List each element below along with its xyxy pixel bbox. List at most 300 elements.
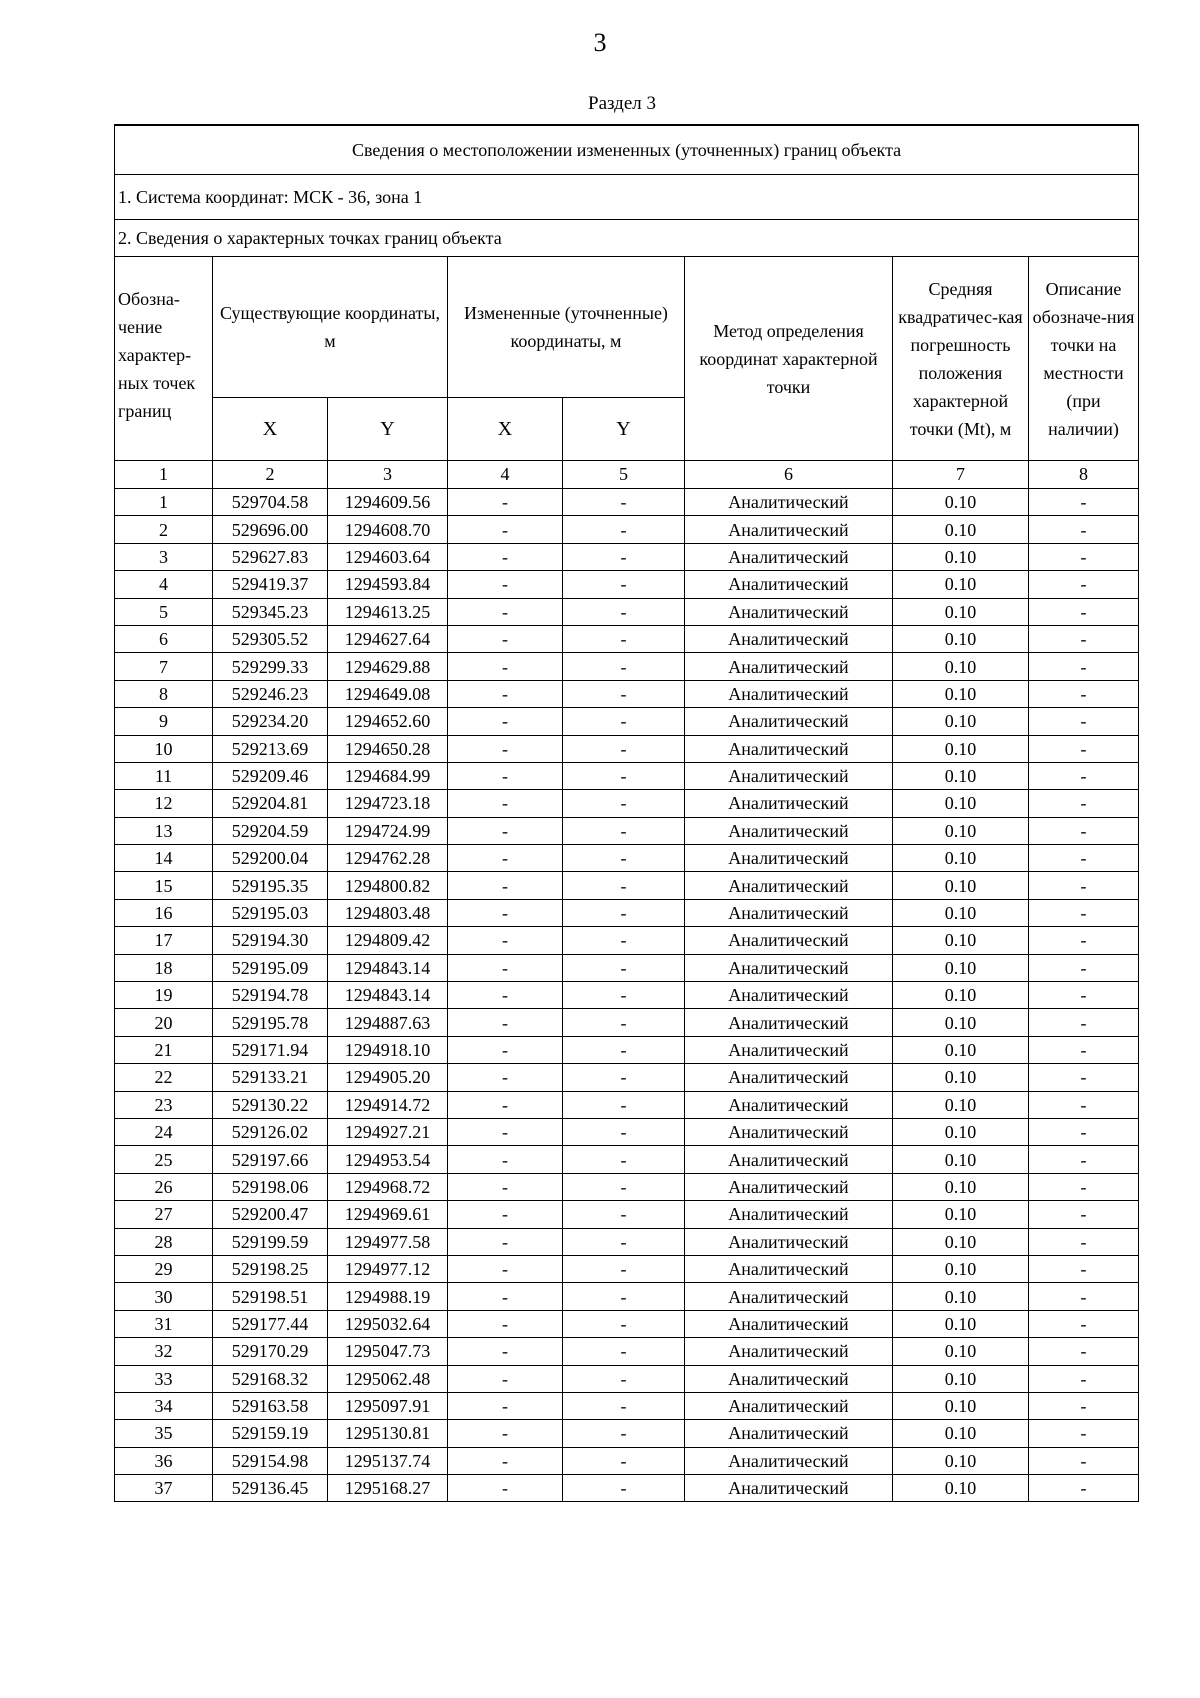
cell-changed-x: - <box>448 1447 563 1474</box>
cell-existing-y: 1294603.64 <box>328 543 448 570</box>
column-number: 2 <box>213 461 328 489</box>
cell-changed-y: - <box>563 1420 685 1447</box>
cell-description: - <box>1029 1118 1139 1145</box>
cell-existing-y: 1294608.70 <box>328 516 448 543</box>
table-row <box>115 543 1139 570</box>
cell-point-number: 5 <box>115 598 213 625</box>
cell-point-number: 28 <box>115 1228 213 1255</box>
cell-method: Аналитический <box>685 954 893 981</box>
cell-changed-x: - <box>448 680 563 707</box>
cell-point-number: 30 <box>115 1283 213 1310</box>
table-row <box>115 489 1139 516</box>
cell-changed-x: - <box>448 899 563 926</box>
cell-existing-y: 1294593.84 <box>328 571 448 598</box>
cell-mean-error: 0.10 <box>893 489 1029 516</box>
cell-existing-y: 1294762.28 <box>328 845 448 872</box>
cell-point-number: 12 <box>115 790 213 817</box>
cell-point-number: 9 <box>115 708 213 735</box>
cell-existing-x: 529195.03 <box>213 899 328 926</box>
cell-point-number: 36 <box>115 1447 213 1474</box>
cell-mean-error: 0.10 <box>893 1173 1029 1200</box>
cell-existing-x: 529198.25 <box>213 1255 328 1282</box>
cell-method: Аналитический <box>685 516 893 543</box>
cell-mean-error: 0.10 <box>893 1475 1029 1502</box>
cell-existing-y: 1294723.18 <box>328 790 448 817</box>
table-row <box>115 872 1139 899</box>
cell-description: - <box>1029 1255 1139 1282</box>
cell-existing-x: 529195.78 <box>213 1009 328 1036</box>
cell-existing-y: 1294887.63 <box>328 1009 448 1036</box>
cell-changed-y: - <box>563 899 685 926</box>
cell-changed-x: - <box>448 1201 563 1228</box>
cell-mean-error: 0.10 <box>893 817 1029 844</box>
cell-method: Аналитический <box>685 1009 893 1036</box>
cell-description: - <box>1029 1365 1139 1392</box>
cell-mean-error: 0.10 <box>893 653 1029 680</box>
table-row <box>115 1475 1139 1502</box>
cell-description: - <box>1029 1201 1139 1228</box>
cell-method: Аналитический <box>685 762 893 789</box>
cell-existing-y: 1294969.61 <box>328 1201 448 1228</box>
cell-changed-x: - <box>448 817 563 844</box>
cell-changed-y: - <box>563 872 685 899</box>
cell-existing-x: 529200.47 <box>213 1201 328 1228</box>
table-row <box>115 1420 1139 1447</box>
points-heading: 2. Сведения о характерных точках границ объекта <box>115 220 1139 257</box>
table-row <box>115 1392 1139 1419</box>
cell-point-number: 23 <box>115 1091 213 1118</box>
cell-existing-y: 1294650.28 <box>328 735 448 762</box>
table-row <box>115 1036 1139 1063</box>
cell-existing-y: 1294627.64 <box>328 625 448 652</box>
cell-method: Аналитический <box>685 708 893 735</box>
cell-existing-x: 529177.44 <box>213 1310 328 1337</box>
cell-changed-y: - <box>563 543 685 570</box>
table-row <box>115 598 1139 625</box>
cell-point-number: 31 <box>115 1310 213 1337</box>
cell-point-number: 24 <box>115 1118 213 1145</box>
cell-changed-x: - <box>448 1475 563 1502</box>
cell-mean-error: 0.10 <box>893 708 1029 735</box>
table-row <box>115 790 1139 817</box>
cell-method: Аналитический <box>685 1146 893 1173</box>
cell-existing-y: 1294905.20 <box>328 1064 448 1091</box>
cell-mean-error: 0.10 <box>893 516 1029 543</box>
table-row <box>115 1228 1139 1255</box>
cell-existing-y: 1294953.54 <box>328 1146 448 1173</box>
cell-changed-y: - <box>563 516 685 543</box>
cell-changed-y: - <box>563 598 685 625</box>
cell-existing-y: 1294843.14 <box>328 954 448 981</box>
column-number-row <box>115 461 1139 489</box>
cell-existing-x: 529345.23 <box>213 598 328 625</box>
cell-description: - <box>1029 1475 1139 1502</box>
cell-changed-x: - <box>448 598 563 625</box>
cell-description: - <box>1029 762 1139 789</box>
table-row <box>115 817 1139 844</box>
column-number: 8 <box>1029 461 1139 489</box>
header-mean-error: Средняя квадратичес-кая погрешность положения характерной точки (Mt), м <box>893 257 1029 461</box>
cell-mean-error: 0.10 <box>893 1338 1029 1365</box>
table-row <box>115 1201 1139 1228</box>
cell-mean-error: 0.10 <box>893 680 1029 707</box>
header-method: Метод определения координат характерной точки <box>685 257 893 461</box>
cell-changed-y: - <box>563 1338 685 1365</box>
cell-changed-x: - <box>448 1146 563 1173</box>
table-row <box>115 571 1139 598</box>
cell-existing-x: 529200.04 <box>213 845 328 872</box>
cell-existing-x: 529159.19 <box>213 1420 328 1447</box>
cell-point-number: 4 <box>115 571 213 598</box>
cell-mean-error: 0.10 <box>893 735 1029 762</box>
cell-method: Аналитический <box>685 1228 893 1255</box>
cell-existing-y: 1294914.72 <box>328 1091 448 1118</box>
cell-point-number: 37 <box>115 1475 213 1502</box>
cell-point-number: 1 <box>115 489 213 516</box>
cell-method: Аналитический <box>685 1064 893 1091</box>
table-row <box>115 680 1139 707</box>
cell-changed-y: - <box>563 1392 685 1419</box>
cell-description: - <box>1029 1173 1139 1200</box>
cell-method: Аналитический <box>685 680 893 707</box>
cell-changed-x: - <box>448 1173 563 1200</box>
cell-existing-x: 529198.51 <box>213 1283 328 1310</box>
cell-changed-y: - <box>563 1118 685 1145</box>
cell-mean-error: 0.10 <box>893 982 1029 1009</box>
table-row <box>115 899 1139 926</box>
cell-existing-x: 529305.52 <box>213 625 328 652</box>
column-number: 7 <box>893 461 1029 489</box>
cell-description: - <box>1029 1283 1139 1310</box>
cell-existing-y: 1295062.48 <box>328 1365 448 1392</box>
cell-method: Аналитический <box>685 1201 893 1228</box>
cell-changed-x: - <box>448 1392 563 1419</box>
cell-existing-x: 529419.37 <box>213 571 328 598</box>
cell-point-number: 19 <box>115 982 213 1009</box>
table-row <box>115 1064 1139 1091</box>
cell-mean-error: 0.10 <box>893 872 1029 899</box>
cell-mean-error: 0.10 <box>893 845 1029 872</box>
cell-mean-error: 0.10 <box>893 1091 1029 1118</box>
header-description: Описание обозначе-ния точки на местности (при наличии) <box>1029 257 1139 461</box>
cell-changed-y: - <box>563 708 685 735</box>
cell-description: - <box>1029 516 1139 543</box>
header-changed-y: Y <box>563 398 685 461</box>
cell-method: Аналитический <box>685 899 893 926</box>
cell-method: Аналитический <box>685 1118 893 1145</box>
table-row <box>115 954 1139 981</box>
cell-point-number: 32 <box>115 1338 213 1365</box>
cell-method: Аналитический <box>685 489 893 516</box>
cell-existing-y: 1294800.82 <box>328 872 448 899</box>
cell-method: Аналитический <box>685 1338 893 1365</box>
cell-changed-x: - <box>448 1091 563 1118</box>
cell-changed-x: - <box>448 762 563 789</box>
column-number: 4 <box>448 461 563 489</box>
cell-point-number: 7 <box>115 653 213 680</box>
cell-changed-x: - <box>448 872 563 899</box>
cell-existing-x: 529627.83 <box>213 543 328 570</box>
cell-description: - <box>1029 1338 1139 1365</box>
cell-point-number: 17 <box>115 927 213 954</box>
cell-changed-x: - <box>448 1283 563 1310</box>
header-existing-y: Y <box>328 398 448 461</box>
cell-point-number: 34 <box>115 1392 213 1419</box>
table-row <box>115 1283 1139 1310</box>
cell-existing-x: 529171.94 <box>213 1036 328 1063</box>
cell-changed-x: - <box>448 1420 563 1447</box>
column-number: 5 <box>563 461 685 489</box>
cell-changed-x: - <box>448 845 563 872</box>
cell-method: Аналитический <box>685 845 893 872</box>
cell-mean-error: 0.10 <box>893 762 1029 789</box>
cell-changed-x: - <box>448 1338 563 1365</box>
cell-changed-y: - <box>563 762 685 789</box>
cell-point-number: 15 <box>115 872 213 899</box>
cell-changed-x: - <box>448 1009 563 1036</box>
cell-method: Аналитический <box>685 1447 893 1474</box>
cell-changed-y: - <box>563 1255 685 1282</box>
cell-method: Аналитический <box>685 1420 893 1447</box>
cell-changed-y: - <box>563 653 685 680</box>
cell-existing-x: 529204.59 <box>213 817 328 844</box>
cell-description: - <box>1029 1228 1139 1255</box>
cell-existing-y: 1295047.73 <box>328 1338 448 1365</box>
header-existing-coordinates: Существующие координаты, м <box>213 257 448 398</box>
cell-mean-error: 0.10 <box>893 598 1029 625</box>
cell-method: Аналитический <box>685 817 893 844</box>
cell-existing-x: 529130.22 <box>213 1091 328 1118</box>
cell-method: Аналитический <box>685 1173 893 1200</box>
cell-description: - <box>1029 1091 1139 1118</box>
table-row <box>115 708 1139 735</box>
cell-point-number: 21 <box>115 1036 213 1063</box>
cell-point-number: 6 <box>115 625 213 652</box>
cell-existing-x: 529299.33 <box>213 653 328 680</box>
table-row <box>115 625 1139 652</box>
cell-description: - <box>1029 1146 1139 1173</box>
table-row <box>115 1146 1139 1173</box>
cell-existing-y: 1294977.12 <box>328 1255 448 1282</box>
cell-mean-error: 0.10 <box>893 1146 1029 1173</box>
cell-existing-y: 1294724.99 <box>328 817 448 844</box>
cell-changed-y: - <box>563 1201 685 1228</box>
cell-point-number: 10 <box>115 735 213 762</box>
cell-changed-x: - <box>448 1365 563 1392</box>
cell-changed-x: - <box>448 982 563 1009</box>
cell-mean-error: 0.10 <box>893 1118 1029 1145</box>
table-row <box>115 762 1139 789</box>
cell-mean-error: 0.10 <box>893 1255 1029 1282</box>
cell-method: Аналитический <box>685 1475 893 1502</box>
cell-existing-y: 1294918.10 <box>328 1036 448 1063</box>
cell-point-number: 18 <box>115 954 213 981</box>
cell-point-number: 2 <box>115 516 213 543</box>
cell-existing-y: 1295130.81 <box>328 1420 448 1447</box>
cell-changed-x: - <box>448 653 563 680</box>
cell-description: - <box>1029 982 1139 1009</box>
column-number: 3 <box>328 461 448 489</box>
cell-changed-x: - <box>448 1228 563 1255</box>
cell-method: Аналитический <box>685 1036 893 1063</box>
cell-changed-x: - <box>448 1255 563 1282</box>
cell-existing-y: 1294977.58 <box>328 1228 448 1255</box>
cell-changed-x: - <box>448 790 563 817</box>
cell-mean-error: 0.10 <box>893 1009 1029 1036</box>
cell-mean-error: 0.10 <box>893 1392 1029 1419</box>
cell-existing-x: 529209.46 <box>213 762 328 789</box>
cell-existing-x: 529195.09 <box>213 954 328 981</box>
cell-changed-y: - <box>563 1447 685 1474</box>
cell-changed-y: - <box>563 1036 685 1063</box>
cell-changed-y: - <box>563 1228 685 1255</box>
cell-existing-y: 1294843.14 <box>328 982 448 1009</box>
cell-existing-y: 1294684.99 <box>328 762 448 789</box>
cell-mean-error: 0.10 <box>893 790 1029 817</box>
cell-existing-y: 1295168.27 <box>328 1475 448 1502</box>
cell-method: Аналитический <box>685 872 893 899</box>
cell-changed-y: - <box>563 1365 685 1392</box>
cell-changed-y: - <box>563 817 685 844</box>
cell-point-number: 8 <box>115 680 213 707</box>
table-body <box>115 489 1139 1502</box>
cell-changed-x: - <box>448 954 563 981</box>
cell-existing-x: 529234.20 <box>213 708 328 735</box>
cell-method: Аналитический <box>685 598 893 625</box>
cell-existing-y: 1294649.08 <box>328 680 448 707</box>
cell-point-number: 25 <box>115 1146 213 1173</box>
cell-description: - <box>1029 845 1139 872</box>
cell-existing-x: 529194.78 <box>213 982 328 1009</box>
cell-changed-y: - <box>563 625 685 652</box>
cell-description: - <box>1029 954 1139 981</box>
cell-method: Аналитический <box>685 1365 893 1392</box>
cell-point-number: 11 <box>115 762 213 789</box>
table-row <box>115 1310 1139 1337</box>
cell-changed-y: - <box>563 571 685 598</box>
table-row <box>115 653 1139 680</box>
cell-method: Аналитический <box>685 653 893 680</box>
header-existing-x: X <box>213 398 328 461</box>
cell-existing-y: 1294809.42 <box>328 927 448 954</box>
cell-changed-x: - <box>448 1036 563 1063</box>
cell-existing-y: 1294968.72 <box>328 1173 448 1200</box>
cell-mean-error: 0.10 <box>893 1365 1029 1392</box>
cell-existing-x: 529204.81 <box>213 790 328 817</box>
cell-existing-x: 529213.69 <box>213 735 328 762</box>
table-row <box>115 1365 1139 1392</box>
table-row <box>115 845 1139 872</box>
cell-changed-x: - <box>448 708 563 735</box>
table-row <box>115 1173 1139 1200</box>
cell-existing-x: 529168.32 <box>213 1365 328 1392</box>
cell-point-number: 14 <box>115 845 213 872</box>
cell-point-number: 16 <box>115 899 213 926</box>
cell-mean-error: 0.10 <box>893 543 1029 570</box>
cell-mean-error: 0.10 <box>893 1201 1029 1228</box>
cell-changed-y: - <box>563 489 685 516</box>
cell-mean-error: 0.10 <box>893 1064 1029 1091</box>
cell-point-number: 35 <box>115 1420 213 1447</box>
cell-method: Аналитический <box>685 927 893 954</box>
cell-existing-x: 529136.45 <box>213 1475 328 1502</box>
table-row <box>115 1255 1139 1282</box>
cell-description: - <box>1029 625 1139 652</box>
cell-changed-y: - <box>563 1146 685 1173</box>
cell-method: Аналитический <box>685 982 893 1009</box>
cell-changed-y: - <box>563 927 685 954</box>
cell-changed-x: - <box>448 489 563 516</box>
cell-mean-error: 0.10 <box>893 954 1029 981</box>
cell-changed-y: - <box>563 1283 685 1310</box>
cell-changed-y: - <box>563 680 685 707</box>
cell-changed-x: - <box>448 1064 563 1091</box>
cell-existing-y: 1294803.48 <box>328 899 448 926</box>
column-number: 1 <box>115 461 213 489</box>
cell-method: Аналитический <box>685 790 893 817</box>
cell-description: - <box>1029 1009 1139 1036</box>
cell-method: Аналитический <box>685 735 893 762</box>
cell-description: - <box>1029 708 1139 735</box>
cell-description: - <box>1029 872 1139 899</box>
cell-description: - <box>1029 1420 1139 1447</box>
cell-changed-y: - <box>563 1091 685 1118</box>
cell-mean-error: 0.10 <box>893 899 1029 926</box>
cell-description: - <box>1029 680 1139 707</box>
cell-point-number: 27 <box>115 1201 213 1228</box>
table-row <box>115 735 1139 762</box>
cell-changed-y: - <box>563 1475 685 1502</box>
table-row <box>115 1447 1139 1474</box>
cell-changed-y: - <box>563 954 685 981</box>
cell-mean-error: 0.10 <box>893 571 1029 598</box>
cell-changed-x: - <box>448 1118 563 1145</box>
cell-changed-x: - <box>448 927 563 954</box>
section-title: Раздел 3 <box>588 93 656 114</box>
cell-mean-error: 0.10 <box>893 1310 1029 1337</box>
header-changed-coordinates: Измененные (уточненные) координаты, м <box>448 257 685 398</box>
table-row <box>115 1009 1139 1036</box>
cell-description: - <box>1029 543 1139 570</box>
cell-description: - <box>1029 927 1139 954</box>
cell-existing-x: 529154.98 <box>213 1447 328 1474</box>
cell-description: - <box>1029 489 1139 516</box>
boundary-points-table <box>114 124 1139 1502</box>
table-row <box>115 516 1139 543</box>
cell-description: - <box>1029 571 1139 598</box>
cell-method: Аналитический <box>685 1310 893 1337</box>
cell-existing-x: 529704.58 <box>213 489 328 516</box>
cell-description: - <box>1029 1310 1139 1337</box>
cell-method: Аналитический <box>685 571 893 598</box>
cell-description: - <box>1029 598 1139 625</box>
cell-existing-x: 529696.00 <box>213 516 328 543</box>
cell-existing-x: 529198.06 <box>213 1173 328 1200</box>
cell-changed-y: - <box>563 845 685 872</box>
cell-changed-y: - <box>563 1009 685 1036</box>
cell-existing-x: 529199.59 <box>213 1228 328 1255</box>
cell-description: - <box>1029 653 1139 680</box>
cell-existing-x: 529163.58 <box>213 1392 328 1419</box>
cell-changed-y: - <box>563 790 685 817</box>
cell-changed-y: - <box>563 982 685 1009</box>
cell-method: Аналитический <box>685 1283 893 1310</box>
cell-mean-error: 0.10 <box>893 1228 1029 1255</box>
cell-existing-x: 529126.02 <box>213 1118 328 1145</box>
coordinate-system: 1. Система координат: МСК - 36, зона 1 <box>115 175 1139 220</box>
cell-description: - <box>1029 1447 1139 1474</box>
cell-existing-y: 1294988.19 <box>328 1283 448 1310</box>
